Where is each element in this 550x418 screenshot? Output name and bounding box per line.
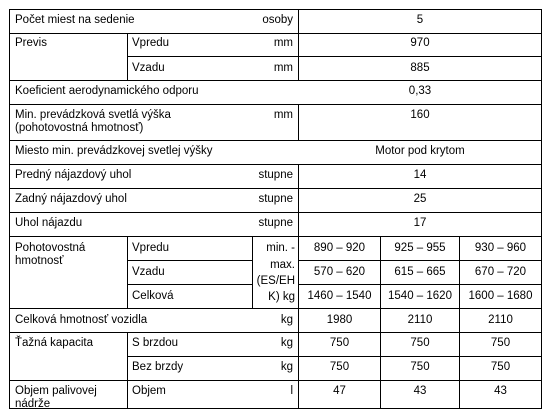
- clearance-unit: mm: [273, 109, 293, 121]
- seats-label: Počet miest na sedenie: [15, 14, 135, 26]
- curb-rear-value-2: 615 – 665: [394, 266, 446, 278]
- approach-angle-label: Predný nájazdový uhol: [15, 169, 132, 181]
- clearance-label: Min. prevádzková svetlá výška: [15, 109, 171, 121]
- overhang-rear-label: Vzadu: [132, 62, 165, 74]
- fuel-tank-label: Objem palivovej: [15, 385, 97, 397]
- gross-weight-value-1: 1980: [326, 314, 353, 326]
- towing-unbraked-value-1: 750: [329, 361, 350, 373]
- seats-value: 5: [416, 14, 424, 26]
- curb-weight-label-line2: hmotnosť: [15, 255, 64, 267]
- curb-rear-value-1: 570 – 620: [313, 266, 366, 278]
- curb-total-label: Celková: [132, 290, 174, 302]
- fuel-tank-unit: l: [290, 385, 293, 397]
- curb-weight-unit-line3: (ES/EH: [256, 275, 295, 287]
- towing-braked-value-2: 750: [410, 337, 430, 349]
- towing-unbraked-value-2: 750: [410, 361, 430, 373]
- curb-total-value-1: 1460 – 1540: [307, 290, 372, 302]
- curb-rear-value-3: 670 – 720: [474, 266, 527, 278]
- ramp-angle-value: 17: [413, 217, 427, 229]
- ramp-angle-label: Uhol nájazdu: [15, 217, 83, 229]
- spec-table: [9, 9, 542, 409]
- seats-unit: osoby: [262, 14, 293, 26]
- curb-rear-label: Vzadu: [132, 266, 165, 278]
- fuel-tank-value-2: 43: [413, 385, 427, 397]
- towing-braked-value-3: 750: [490, 337, 511, 349]
- departure-angle-unit: stupne: [258, 193, 293, 205]
- towing-unbraked-value-3: 750: [490, 361, 511, 373]
- departure-angle-label: Zadný nájazdový uhol: [15, 193, 127, 205]
- towing-braked-label: S brzdou: [132, 337, 179, 349]
- overhang-rear-value: 885: [410, 62, 430, 74]
- gross-weight-value-3: 2110: [488, 314, 513, 326]
- curb-front-value-2: 925 – 955: [394, 242, 446, 254]
- curb-front-label: Vpredu: [132, 242, 170, 254]
- towing-label: Ťažná kapacita: [15, 337, 93, 349]
- towing-braked-value-1: 750: [329, 337, 350, 349]
- overhang-label: Previs: [15, 37, 47, 49]
- fuel-tank-volume-label: Objem: [132, 385, 166, 397]
- curb-weight-unit-line2: max.: [270, 259, 295, 271]
- fuel-tank-value-1: 47: [333, 385, 346, 397]
- fuel-tank-label-line2: nádrže: [15, 398, 51, 410]
- clearance-value: 160: [410, 109, 430, 121]
- towing-unbraked-unit: kg: [280, 361, 293, 373]
- curb-total-value-2: 1540 – 1620: [388, 290, 452, 302]
- approach-angle-unit: stupne: [258, 169, 293, 181]
- fuel-tank-value-3: 43: [494, 385, 507, 397]
- curb-total-value-3: 1600 – 1680: [468, 290, 533, 302]
- curb-front-value-3: 930 – 960: [474, 242, 527, 254]
- overhang-front-unit: mm: [273, 37, 293, 49]
- gross-weight-value-2: 2110: [407, 314, 433, 326]
- towing-unbraked-label: Bez brzdy: [132, 361, 184, 373]
- towing-braked-unit: kg: [280, 337, 293, 349]
- curb-weight-label: Pohotovostná: [15, 242, 86, 254]
- drag-label: Koeficient aerodynamického odporu: [15, 85, 199, 97]
- overhang-front-label: Vpredu: [132, 37, 170, 49]
- overhang-rear-unit: mm: [273, 62, 293, 74]
- clearance-location-label: Miesto min. prevádzkovej svetlej výšky: [15, 145, 213, 157]
- departure-angle-value: 25: [413, 193, 427, 205]
- curb-weight-unit-line1: min. -: [266, 242, 295, 254]
- gross-weight-label: Celková hmotnosť vozidla: [15, 314, 148, 326]
- overhang-front-value: 970: [410, 37, 430, 49]
- drag-value: 0,33: [408, 85, 432, 97]
- clearance-location-value: Motor pod krytom: [375, 145, 465, 157]
- gross-weight-unit: kg: [280, 314, 293, 326]
- ramp-angle-unit: stupne: [258, 217, 293, 229]
- approach-angle-value: 14: [413, 169, 427, 181]
- clearance-label-note: (pohotovostná hmotnosť): [15, 122, 144, 134]
- curb-weight-unit-line4: K) kg: [268, 291, 295, 303]
- curb-front-value-1: 890 – 920: [313, 242, 366, 254]
